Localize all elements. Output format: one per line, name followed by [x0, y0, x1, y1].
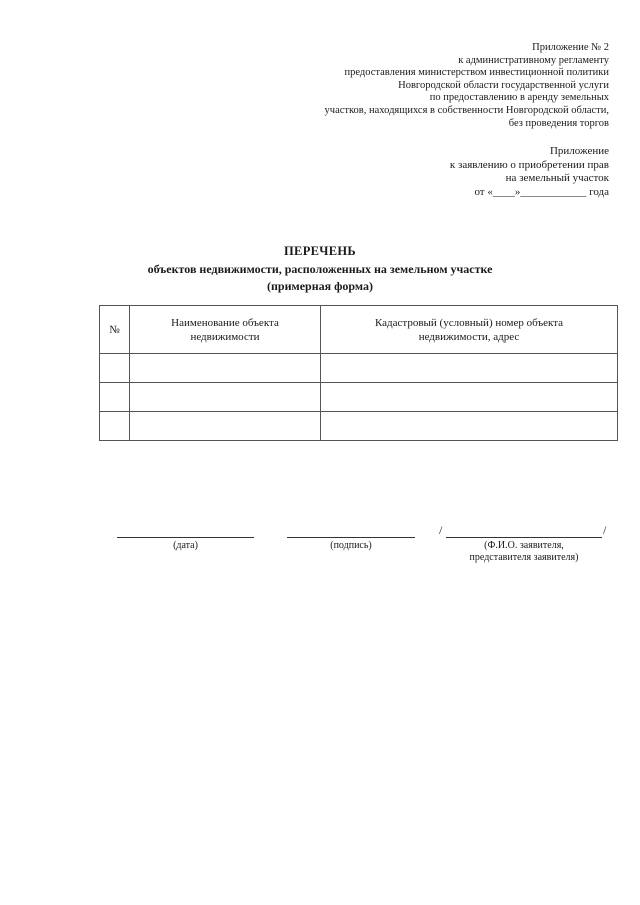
table-cell[interactable] — [100, 383, 130, 412]
table-cell[interactable] — [321, 383, 618, 412]
appendix-header-line: по предоставлению в аренду земельных — [429, 92, 609, 104]
table-cell[interactable] — [130, 354, 321, 383]
date-label: (дата) — [173, 540, 198, 551]
table-cell[interactable] — [100, 354, 130, 383]
name-slash-left: / — [439, 523, 443, 537]
name-signature-line[interactable] — [446, 537, 602, 538]
name-slash-right: / — [603, 523, 607, 537]
table-header-row — [100, 306, 618, 354]
table-row — [100, 383, 618, 412]
column-header-cadastral: Кадастровый (условный) номер объекта недвижимости, адрес — [321, 306, 618, 354]
attachment-header-line: к заявлению о приобретении прав — [449, 158, 609, 171]
table-cell[interactable] — [321, 354, 618, 383]
signature-line[interactable] — [287, 537, 415, 538]
column-header-number: № — [100, 306, 130, 354]
attachment-header-line: на земельный участок — [505, 172, 609, 185]
signature-label: (подпись) — [330, 540, 372, 551]
table-row — [100, 412, 618, 441]
date-signature-line[interactable] — [117, 537, 254, 538]
name-label-line: (Ф.И.О. заявителя, — [484, 540, 564, 551]
attachment-header — [450, 145, 609, 199]
table-cell[interactable] — [321, 412, 618, 441]
column-header-name: Наименование объекта недвижимости — [130, 306, 321, 354]
attachment-header-line: Приложение — [549, 145, 609, 157]
name-label-line: представителя заявителя) — [469, 551, 579, 563]
appendix-header-line: к административному регламенту — [458, 54, 609, 66]
table-cell[interactable] — [100, 412, 130, 441]
appendix-header-line: без проведения торгов — [508, 117, 609, 129]
name-label — [446, 540, 602, 563]
attachment-header-date: от «____»____________ года — [474, 185, 609, 198]
document-form-note: (примерная форма) — [267, 279, 373, 293]
table-cell[interactable] — [130, 412, 321, 441]
table-cell[interactable] — [130, 383, 321, 412]
appendix-header-line: Новгородской области государственной услуги — [398, 79, 609, 91]
appendix-header-line: Приложение № 2 — [532, 42, 609, 53]
objects-table — [99, 305, 618, 441]
document-title: ПЕРЕЧЕНЬ — [284, 244, 356, 258]
appendix-header-line: предоставления министерством инвестиционной политики — [344, 67, 609, 79]
appendix-header-line: участков, находящихся в собственности Новгородской области, — [324, 104, 609, 116]
table-row — [100, 354, 618, 383]
appendix-header — [325, 42, 609, 130]
document-subtitle: объектов недвижимости, расположенных на земельном участке — [147, 262, 493, 276]
